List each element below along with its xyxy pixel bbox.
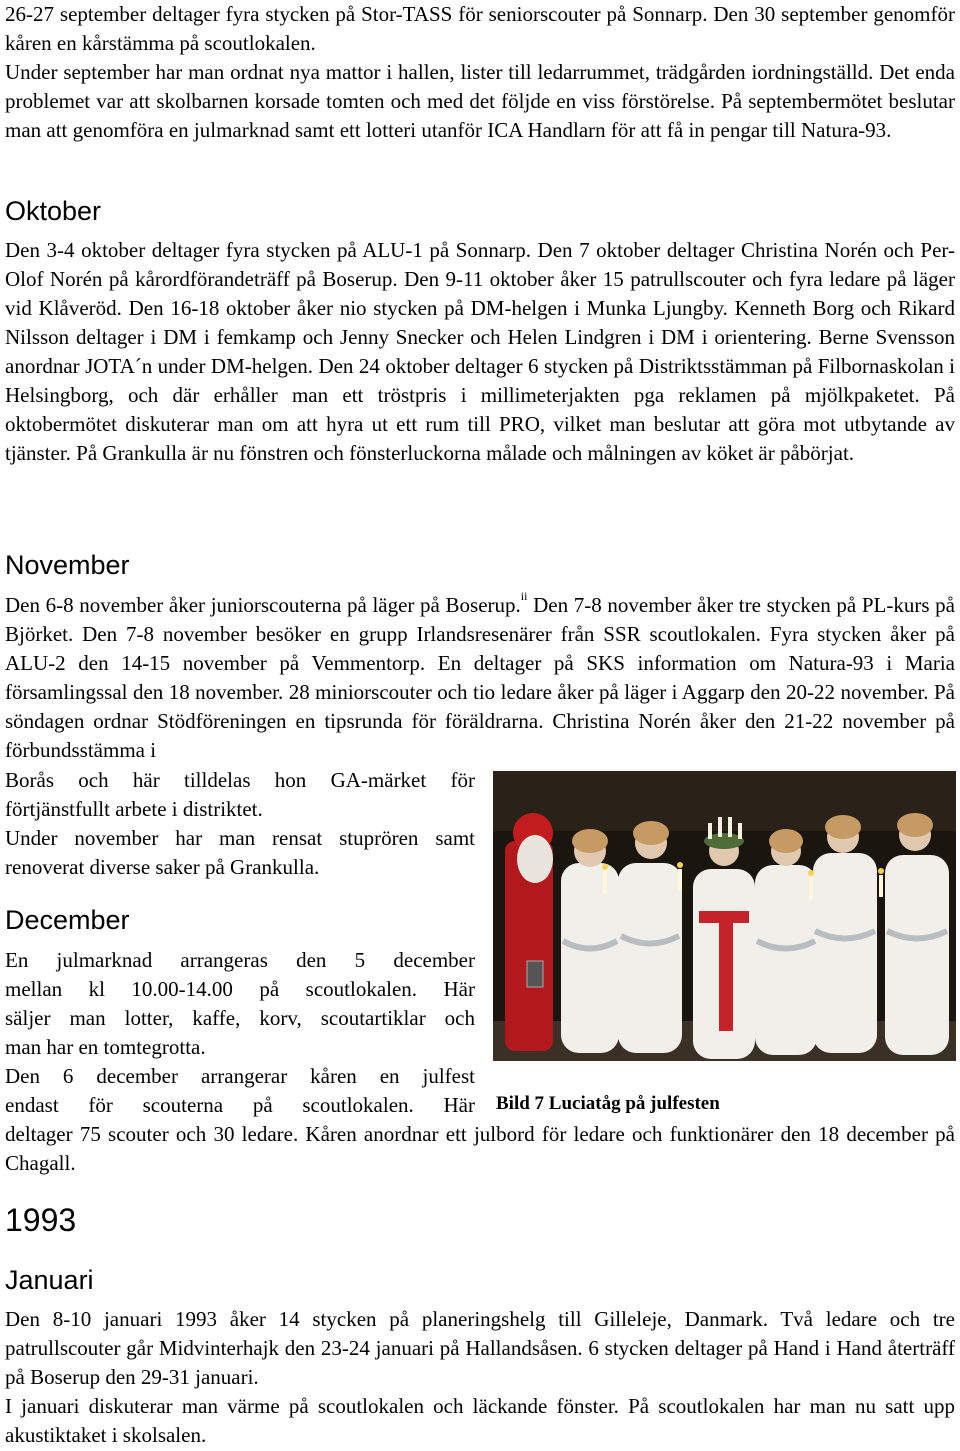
januari-paragraph-1: Den 8-10 januari 1993 åker 14 stycken på planeringshelg till Gilleleje, Danmark. Två ledare och tre patrullscouter går Midvinterhajk den 23-24 januari på Hallandsåsen. 6 stycken deltager på Hand i Hand återträff på Boserup den 29-31 januari. — [5, 1307, 955, 1389]
november-paragraph — [5, 591, 955, 765]
november-text-a: Den 6-8 november åker juniorscouterna på läger på Boserup. — [5, 593, 521, 617]
intro-paragraph-2: Under september har man ordnat nya mattor i hallen, lister till ledarrummet, trädgården iordningställd. Det enda problemet var att skolbarnen korsade tomten och med det följde en viss förstörelse. På septembermötet beslutar man att genomföra en julmarknad samt ett lotteri utanför ICA Handlarn för att få in pengar till Natura-93. — [5, 60, 955, 142]
heading-november: November — [5, 550, 130, 580]
december-paragraph-1 — [5, 946, 475, 1120]
november-paragraph-2-line: Under november har man rensat stuprören samt — [5, 826, 475, 850]
oktober-paragraph: Den 3-4 oktober deltager fyra stycken på ALU-1 på Sonnarp. Den 7 oktober deltager Christina Norén och Per-Olof Norén på kårordförandeträff på Boserup. Den 9-11 oktober åker 15 patrullscouter och fyra ledare på läger vid Klåveröd. Den 16-18 oktober åker nio stycken på DM-helgen i Munka Ljungby. Kenneth Borg och Rikard Nilsson deltager i DM i femkamp och Jenny Snecker och Helen Lindgren i DM i orientering. Berne Svensson anordnar JOTA´n under DM-helgen. Den 24 oktober deltager 6 stycken på Distriktsstämman på Filbornaskolan i Helsingborg, och där erhåller man ett tröstpris i millimeterjakten pga reklamen på mjölkpaketet. På oktobermötet diskuterar man om att hyra ut ett rum till PRO, vilket man beslutar att göra mot utbytande av tjänster. På Grankulla är nu fönstren och fönsterluckorna målade och målningen av köket är påbörjat. — [5, 238, 955, 465]
photo-illustration — [493, 771, 956, 1061]
heading-oktober: Oktober — [5, 196, 102, 226]
december-line: man har en tomtegrotta. — [5, 1035, 206, 1059]
december-line: Den 6 december arrangerar kåren en julfest — [5, 1064, 475, 1088]
heading-januari: Januari — [5, 1265, 94, 1295]
november-paragraph-2-line: renoverat diverse saker på Grankulla. — [5, 855, 320, 879]
december-line: mellan kl 10.00-14.00 på scoutlokalen. Här — [5, 977, 475, 1001]
lucia-procession-photo — [493, 771, 956, 1061]
november-narrow-line: förtjänstfullt arbete i distriktet. — [5, 797, 263, 821]
intro-paragraph-1: 26-27 september deltager fyra stycken på Stor-TASS för seniorscouter på Sonnarp. Den 30 september genomför kåren en kårstämma på scoutlokalen. — [5, 2, 955, 55]
figure-caption: Bild 7 Luciatåg på julfesten — [496, 1093, 720, 1114]
december-line: säljer man lotter, kaffe, korv, scoutartiklar och — [5, 1006, 475, 1030]
januari-paragraph-2: I januari diskuterar man värme på scoutlokalen och läckande fönster. På scoutlokalen har man nu satt upp akustiktaket i skolsalen. — [5, 1394, 955, 1447]
november-text-b: Den 7-8 november åker tre stycken på PL-kurs på Björket. Den 7-8 november besöker en grupp Irlandsresenärer från SSR scoutlokalen. Fyra stycken åker på ALU-2 den 14-15 november på Vemmentorp. En deltager på SKS information om Natura-93 i Maria församlingssal den 18 november. 28 miniorscouter och tio ledare åker på läger i Aggarp den 20-22 november. På söndagen ordnar Stödföreningen en tipsrunda för föräldrarna. Christina Norén åker den 21-22 november på förbundsstämma i — [5, 593, 956, 762]
december-line: endast för scouterna på scoutlokalen. Här — [5, 1093, 475, 1117]
heading-december: December — [5, 905, 130, 935]
footnote-ref[interactable]: ii — [520, 589, 528, 603]
november-narrow-line: Borås och här tilldelas hon GA-märket för — [5, 768, 475, 792]
november-paragraph-continuation — [5, 766, 475, 882]
december-line: En julmarknad arrangeras den 5 december — [5, 948, 475, 972]
heading-year: 1993 — [5, 1202, 77, 1238]
december-paragraph-2: deltager 75 scouter och 30 ledare. Kåren anordnar ett julbord för ledare och funktionärer den 18 december på Chagall. — [5, 1122, 955, 1175]
